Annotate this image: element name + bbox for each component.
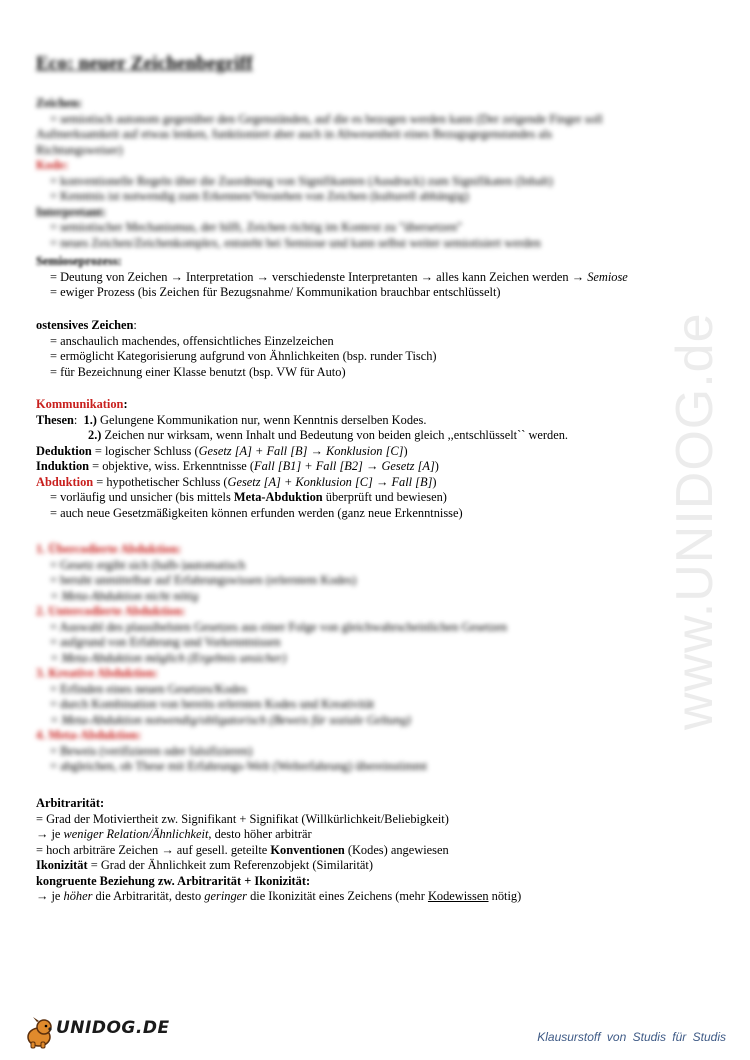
induktion-line [36,459,701,475]
list-item: = Auswahl des plausibelsten Gesetzes aus einer Folge von gleichwahrscheinlichen Gesetzen [50,619,508,634]
term-konventionen: Konventionen [270,842,345,857]
colon: : [133,318,137,332]
deduktion-line [36,444,701,460]
formula: Gesetz [A] + Konklusion [C] → Fall [B] [227,474,433,489]
heading-semiose: Semioseprozess: [36,254,122,268]
arbitraritaet-line-1: = Grad der Motiviertheit zw. Signifikant + Signifikat (Willkürlichkeit/Beliebigkeit) [36,811,449,826]
list-item: = beruht unmittelbar auf Erfahrungswissen (erlerntem Kodes) [50,573,357,587]
abduktion-detail-1 [36,490,701,506]
list-item: = Meta-Abduktion notwendig/obligatorisch (Beweis für soziale Geltung) [50,712,411,727]
heading-interpretant: Interpretant: [36,204,106,219]
page-title: Eco: neuer Zeichenbegriff [36,53,253,74]
list-item: = anschaulich machendes, offensichtliches Einzelzeichen [50,333,334,348]
heading-kongruente-beziehung: kongruente Beziehung zw. Arbitrarität + Ikonizität: [36,873,311,888]
heading-kommunikation [36,397,701,413]
paren: ) [403,443,408,458]
abduktion-detail-2: = auch neue Gesetzmäßigkeiten können erfunden werden (ganz neue Erkenntnisse) [50,505,463,520]
ikonizitaet-line [36,858,701,874]
arbitraritaet-line-3 [36,843,701,859]
colon: : [123,397,128,411]
blurred-section-abduktion-types [36,542,701,775]
list-item: = durch Kombination von bereits erlernten Kodes und Kreativität [50,697,375,711]
text-line: = neues Zeichen/Zeichenkomplex, entsteht bei Semiose und kann selbst weiter semiotisiert werden [50,235,541,250]
text-span: = hoch arbiträre Zeichen → auf gesell. geteilte [36,842,271,857]
section-ostensiv [36,318,701,380]
logo-text: UNIDOG.DE [56,1018,170,1038]
these-text: Zeichen nur wirksam, wenn Inhalt und Bedeutung von beiden gleich ,,entschlüsselt`` werden. [101,428,569,442]
section-kommunikation [36,397,701,521]
term-induktion: Induktion [36,459,90,473]
dog-icon [22,1015,58,1051]
formula: Fall [B1] + Fall [B2] → Gesetz [A] [254,459,435,473]
text-line: Richtungsweiser) [36,142,123,157]
list-item: = Erfinden eines neuen Gesetzes/Kodes [50,681,247,696]
abduktion-line [36,475,701,491]
paren: ) [434,459,439,473]
heading-type-1: 1. Übercodierte Abduktion: [36,542,182,556]
semiose-line-1 [36,270,701,286]
heading-type-4: 4. Meta-Abduktion: [36,728,142,742]
unidog-logo[interactable] [22,1015,170,1051]
text-line: = semiotisch autonom gegenüber den Gegenständen, auf die es bezogen werden kann (Der zeigende Finger soll [50,111,603,126]
text-span: → je [36,889,64,903]
these-number: 1.) [83,412,97,427]
list-item: = Beweis (verifizieren oder falsifizieren) [50,743,253,758]
emphasis: höher [63,889,93,903]
text-span: = objektive, wiss. Erkenntnisse ( [89,459,254,473]
text-span: = vorläufig und unsicher (bis mittels [50,490,234,504]
heading-kode: Kode: [36,158,69,172]
term-ikonizitaet: Ikonizität [36,858,88,872]
text-span: die Ikonizität eines Zeichens (mehr [246,889,428,903]
heading-arbitraritaet: Arbitrarität: [36,796,105,810]
term-meta-abduktion: Meta-Abduktion [233,490,323,504]
list-item: = ermöglicht Kategorisierung aufgrund von Ähnlichkeiten (bsp. runder Tisch) [50,349,437,363]
emphasis: geringer [204,889,247,903]
text-span: die Arbitrarität, desto [92,889,205,903]
watermark-text: www.UNIDOG.de [666,312,724,730]
text-span: = hypothetischer Schluss ( [93,474,228,489]
blurred-section-definitions [36,96,701,251]
list-item: = aufgrund von Erfahrung und Vorkenntnissen [50,635,281,649]
text-span: (Kodes) angewiesen [344,842,449,857]
list-item: = Gesetz ergibt sich (halb-)automatisch [50,557,246,572]
paren: ) [432,474,437,489]
footer-slogan: Klausurstoff von Studis für Studis [537,1030,726,1044]
heading-zeichen: Zeichen: [36,96,83,110]
text-line: = Kenntnis ist notwendig zum Erkennen/Verstehen von Zeichen (kulturell abhängig) [50,189,469,203]
heading-ostensiv [36,318,701,334]
heading-type-2: 2. Untercodierte Abduktion: [36,604,186,618]
text-span: = Grad der Ähnlichkeit zum Referenzobjekt (Similarität) [87,858,373,872]
text-span: = logischer Schluss ( [91,443,199,458]
term-abduktion: Abduktion [36,474,94,489]
these-1: Thesen: 1.) Gelungene Kommunikation nur, wenn Kenntnis derselben Kodes. [36,412,427,427]
text-line: = konventionelle Regeln über die Zuordnung von Signifikanten (Ausdruck) zum Signifikaten (Inhalt) [50,173,553,188]
text-span: → je [36,827,64,841]
formula: Gesetz [A] + Fall [B] → Konklusion [C] [198,443,404,458]
list-item: = Meta-Abduktion nicht nötig [50,588,199,603]
heading-text: Kommunikation [36,397,124,411]
heading-type-3: 3. Kreative Abduktion: [36,666,158,680]
text-span: , desto höher arbiträr [208,827,312,841]
section-semiose [36,254,701,301]
arbitraritaet-line-2 [36,827,701,843]
term-deduktion: Deduktion [36,443,92,458]
text-span: überprüft und bewiesen) [322,490,447,504]
heading-text: ostensives Zeichen [36,318,134,332]
text-line: Aufmerksamkeit auf etwas lenken, funktioniert aber auch in Abwesenheit eines Bezugsgegenstandes als [36,127,553,141]
text-line: = semiotischer Mechanismus, der hilft, Zeichen richtig im Kontext zu "übersetzen" [50,220,463,234]
list-item: = für Bezeichnung einer Klasse benutzt (bsp. VW für Auto) [50,364,346,379]
section-arbitraritaet [36,796,701,905]
text-span: nötig) [488,889,522,903]
semiose-line-2: = ewiger Prozess (bis Zeichen für Bezugsnahme/ Kommunikation brauchbar entschlüsselt) [50,285,501,299]
these-text: Gelungene Kommunikation nur, wenn Kenntnis derselben Kodes. [96,412,427,427]
term-kodewissen: Kodewissen [427,889,489,903]
thesen-label: Thesen [36,412,74,427]
list-item: = abgleichen, ob These mit Erfahrungs-Welt (Welterfahrung) übereinstimmt [50,759,428,773]
arbitraritaet-line-6 [36,889,701,905]
term-semiose: Semiose [587,269,628,284]
these-2 [36,428,701,444]
these-number: 2.) [88,428,102,442]
text-span: = Deutung von Zeichen → Interpretation → verschiedenste Interpretanten → alles kann Zeichen werden → [50,269,588,284]
list-item: = Meta-Abduktion möglich (Ergebnis unsicher) [50,650,287,665]
emphasis: weniger Relation/Ähnlichkeit [63,827,209,841]
